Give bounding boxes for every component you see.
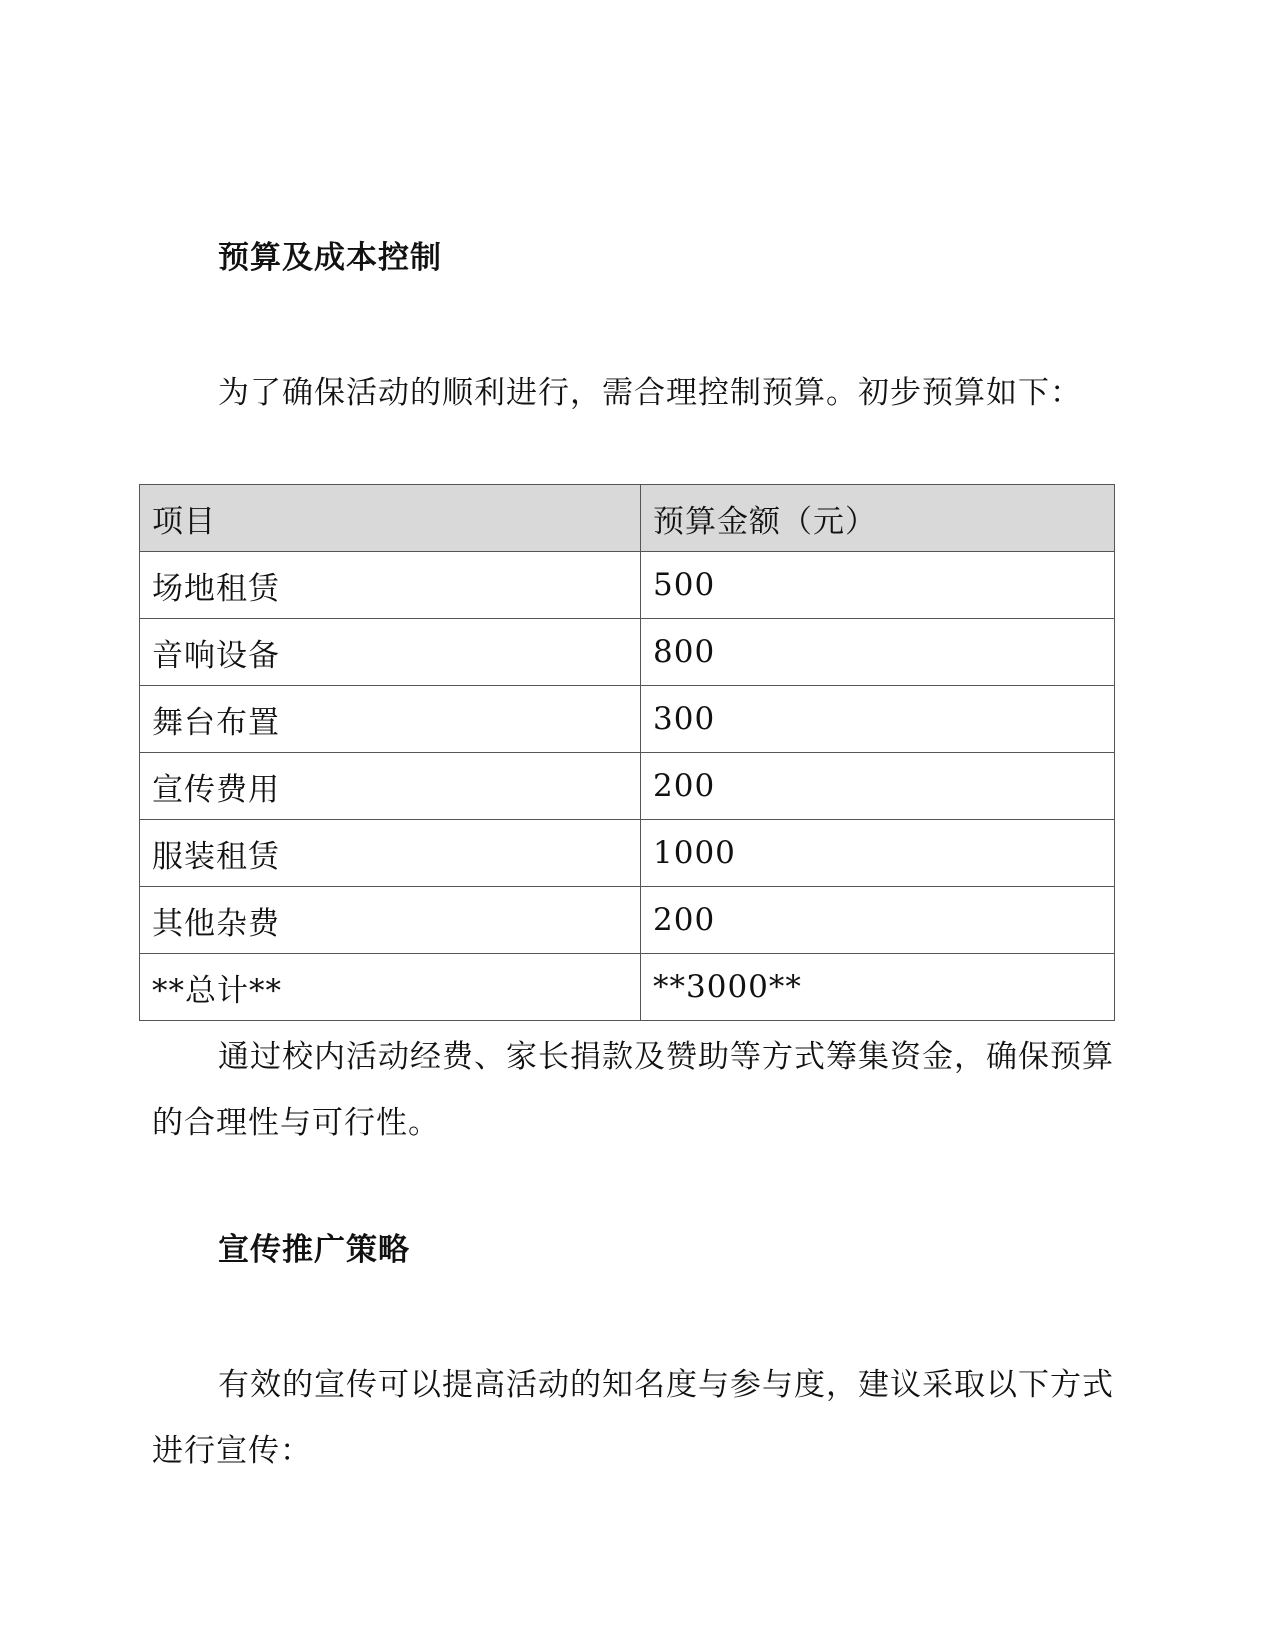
table-row <box>140 619 1115 686</box>
budget-section-title: 预算及成本控制 <box>218 240 442 276</box>
item-cell: 其他杂费 <box>140 887 641 954</box>
budget-intro-paragraph: 为了确保活动的顺利进行，需合理控制预算。初步预算如下： <box>218 375 1082 411</box>
budget-table <box>139 484 1115 1021</box>
table-total-row <box>140 954 1115 1021</box>
table-header-row <box>140 485 1115 552</box>
amount-cell: 800 <box>641 619 1115 686</box>
amount-cell: 500 <box>641 552 1115 619</box>
amount-cell: 200 <box>641 753 1115 820</box>
item-cell: 服装租赁 <box>140 820 641 887</box>
item-cell: 宣传费用 <box>140 753 641 820</box>
promotion-intro-paragraph: 有效的宣传可以提高活动的知名度与参与度，建议采取以下方式进行宣传： <box>152 1367 1114 1469</box>
total-amount-cell: **3000** <box>641 954 1115 1021</box>
amount-cell: 200 <box>641 887 1115 954</box>
table-row <box>140 552 1115 619</box>
promotion-section-title: 宣传推广策略 <box>218 1232 410 1268</box>
item-cell: 场地租赁 <box>140 552 641 619</box>
table-row <box>140 820 1115 887</box>
table-row <box>140 686 1115 753</box>
budget-funding-paragraph: 通过校内活动经费、家长捐款及赞助等方式筹集资金，确保预算的合理性与可行性。 <box>152 1039 1114 1141</box>
column-header-item: 项目 <box>140 485 641 552</box>
item-cell: 舞台布置 <box>140 686 641 753</box>
table-row <box>140 753 1115 820</box>
item-cell: 音响设备 <box>140 619 641 686</box>
table-row <box>140 887 1115 954</box>
column-header-amount: 预算金额（元） <box>641 485 1115 552</box>
amount-cell: 1000 <box>641 820 1115 887</box>
amount-cell: 300 <box>641 686 1115 753</box>
total-label-cell: **总计** <box>140 954 641 1021</box>
